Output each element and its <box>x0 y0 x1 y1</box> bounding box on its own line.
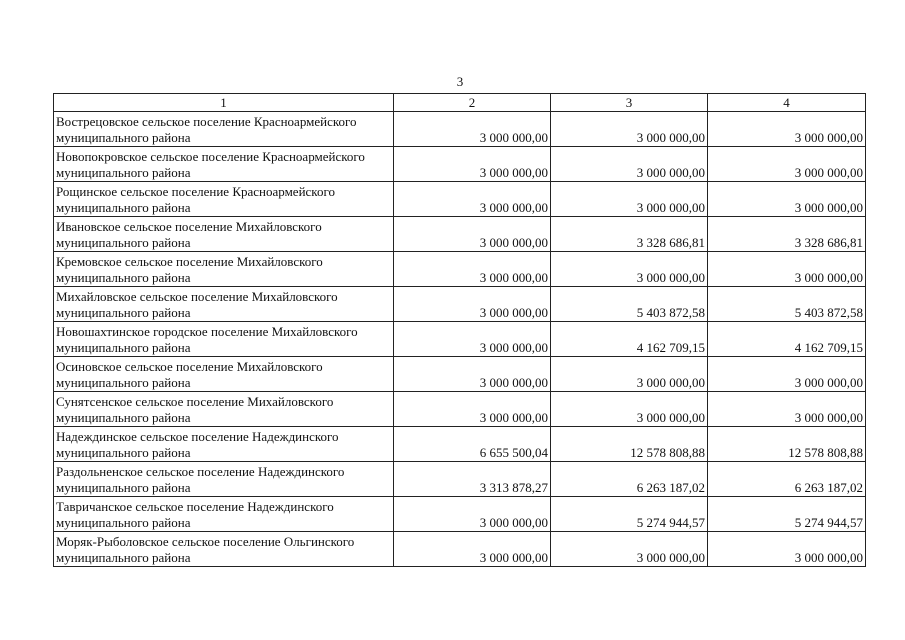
amount-column-2: 3 000 000,00 <box>394 112 551 147</box>
table-row <box>54 532 866 567</box>
settlement-name: Новопокровское сельское поселение Красноармейского муниципального района <box>54 147 394 182</box>
amount-column-4: 3 000 000,00 <box>708 357 866 392</box>
table-row <box>54 147 866 182</box>
amount-column-4: 5 403 872,58 <box>708 287 866 322</box>
amount-column-3: 3 000 000,00 <box>551 357 708 392</box>
amount-column-3: 3 000 000,00 <box>551 147 708 182</box>
table-row <box>54 497 866 532</box>
table-row <box>54 287 866 322</box>
amount-column-2: 3 000 000,00 <box>394 392 551 427</box>
table-row <box>54 357 866 392</box>
amount-column-3: 5 403 872,58 <box>551 287 708 322</box>
table-row <box>54 427 866 462</box>
settlement-name: Сунятсенское сельское поселение Михайловского муниципального района <box>54 392 394 427</box>
table-row <box>54 392 866 427</box>
table-row <box>54 217 866 252</box>
amount-column-2: 3 000 000,00 <box>394 252 551 287</box>
settlement-name: Ивановское сельское поселение Михайловского муниципального района <box>54 217 394 252</box>
amount-column-4: 6 263 187,02 <box>708 462 866 497</box>
settlement-name: Моряк-Рыболовское сельское поселение Ольгинского муниципального района <box>54 532 394 567</box>
settlement-name: Рощинское сельское поселение Красноармейского муниципального района <box>54 182 394 217</box>
table-row <box>54 182 866 217</box>
amount-column-2: 3 313 878,27 <box>394 462 551 497</box>
amount-column-4: 4 162 709,15 <box>708 322 866 357</box>
table-row <box>54 462 866 497</box>
amount-column-2: 3 000 000,00 <box>394 147 551 182</box>
amount-column-2: 3 000 000,00 <box>394 217 551 252</box>
amount-column-3: 3 328 686,81 <box>551 217 708 252</box>
amount-column-3: 3 000 000,00 <box>551 252 708 287</box>
amount-column-2: 3 000 000,00 <box>394 532 551 567</box>
amount-column-4: 3 000 000,00 <box>708 392 866 427</box>
table-row <box>54 322 866 357</box>
amount-column-4: 12 578 808,88 <box>708 427 866 462</box>
amount-column-3: 6 263 187,02 <box>551 462 708 497</box>
settlement-name: Осиновское сельское поселение Михайловского муниципального района <box>54 357 394 392</box>
amount-column-3: 4 162 709,15 <box>551 322 708 357</box>
amount-column-2: 3 000 000,00 <box>394 357 551 392</box>
amount-column-4: 3 000 000,00 <box>708 112 866 147</box>
settlement-name: Кремовское сельское поселение Михайловского муниципального района <box>54 252 394 287</box>
amount-column-4: 3 328 686,81 <box>708 217 866 252</box>
amount-column-4: 3 000 000,00 <box>708 532 866 567</box>
column-header-1: 1 <box>54 94 394 112</box>
amount-column-2: 6 655 500,04 <box>394 427 551 462</box>
column-header-2: 2 <box>394 94 551 112</box>
amount-column-3: 3 000 000,00 <box>551 182 708 217</box>
column-header-3: 3 <box>551 94 708 112</box>
table-body <box>54 112 866 567</box>
settlement-name: Михайловское сельское поселение Михайловского муниципального района <box>54 287 394 322</box>
amount-column-3: 3 000 000,00 <box>551 532 708 567</box>
settlement-name: Раздольненское сельское поселение Надеждинского муниципального района <box>54 462 394 497</box>
settlement-name: Надеждинское сельское поселение Надеждинского муниципального района <box>54 427 394 462</box>
amount-column-4: 3 000 000,00 <box>708 252 866 287</box>
amount-column-2: 3 000 000,00 <box>394 322 551 357</box>
page-number: 3 <box>456 74 464 89</box>
header-row <box>54 94 866 112</box>
settlement-name: Вострецовское сельское поселение Красноармейского муниципального района <box>54 112 394 147</box>
amount-column-4: 3 000 000,00 <box>708 182 866 217</box>
amount-column-2: 3 000 000,00 <box>394 182 551 217</box>
amount-column-2: 3 000 000,00 <box>394 497 551 532</box>
table-row <box>54 112 866 147</box>
settlement-name: Тавричанское сельское поселение Надеждинского муниципального района <box>54 497 394 532</box>
settlement-name: Новошахтинское городское поселение Михайловского муниципального района <box>54 322 394 357</box>
amount-column-3: 3 000 000,00 <box>551 392 708 427</box>
amount-column-4: 3 000 000,00 <box>708 147 866 182</box>
amount-column-2: 3 000 000,00 <box>394 287 551 322</box>
amount-column-4: 5 274 944,57 <box>708 497 866 532</box>
allocation-table <box>53 93 866 567</box>
amount-column-3: 5 274 944,57 <box>551 497 708 532</box>
amount-column-3: 12 578 808,88 <box>551 427 708 462</box>
amount-column-3: 3 000 000,00 <box>551 112 708 147</box>
table-row <box>54 252 866 287</box>
column-header-4: 4 <box>708 94 866 112</box>
